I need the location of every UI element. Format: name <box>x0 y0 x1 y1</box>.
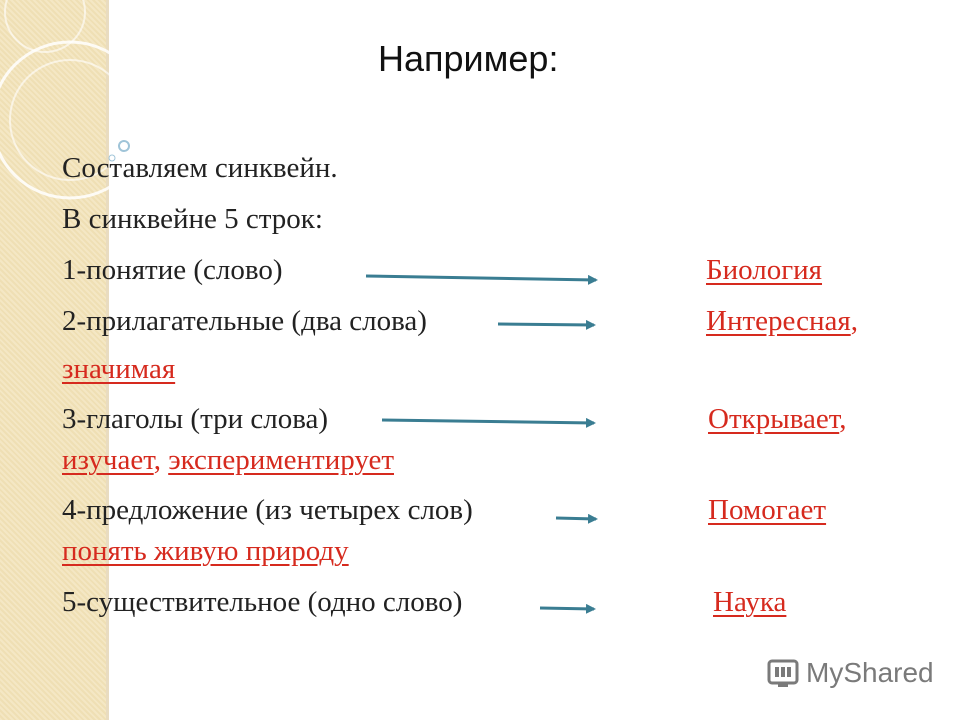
comma: , <box>153 444 161 476</box>
answer-opens: Открывает <box>708 403 840 435</box>
arrow-line-2 <box>498 324 594 325</box>
watermark-text: MyShared <box>806 657 934 688</box>
intro-line-2: В синквейне 5 строк: <box>62 203 323 235</box>
myshared-logo-icon <box>766 656 800 690</box>
answer-science: Наука <box>713 586 787 618</box>
answer-helps: Помогает <box>708 494 827 526</box>
answer-significant: значимая <box>62 353 176 385</box>
myshared-watermark <box>766 656 934 690</box>
arrow-line-3 <box>382 420 594 423</box>
line-1-label: 1-понятие (слово) <box>62 254 283 286</box>
comma: , <box>850 305 858 337</box>
answer-interesting: Интересная <box>706 305 851 337</box>
arrow-line-1 <box>366 276 596 280</box>
line-4-label: 4-предложение (из четырех слов) <box>62 494 473 526</box>
comma: , <box>839 403 847 435</box>
line-2-label: 2-прилагательные (два слова) <box>62 305 427 337</box>
answer-studies: изучает <box>62 444 154 476</box>
intro-line-1: Составляем синквейн. <box>62 152 338 184</box>
answer-experiments: экспериментирует <box>168 444 394 476</box>
answer-understand-nature: понять живую природу <box>62 535 349 567</box>
line-3-label: 3-глаголы (три слова) <box>62 403 329 435</box>
answer-biology: Биология <box>706 254 823 286</box>
line-5-label: 5-существительное (одно слово) <box>62 586 463 618</box>
arrow-line-4 <box>556 518 596 519</box>
arrow-line-5 <box>540 608 594 609</box>
slide-title: Например: <box>378 38 559 79</box>
